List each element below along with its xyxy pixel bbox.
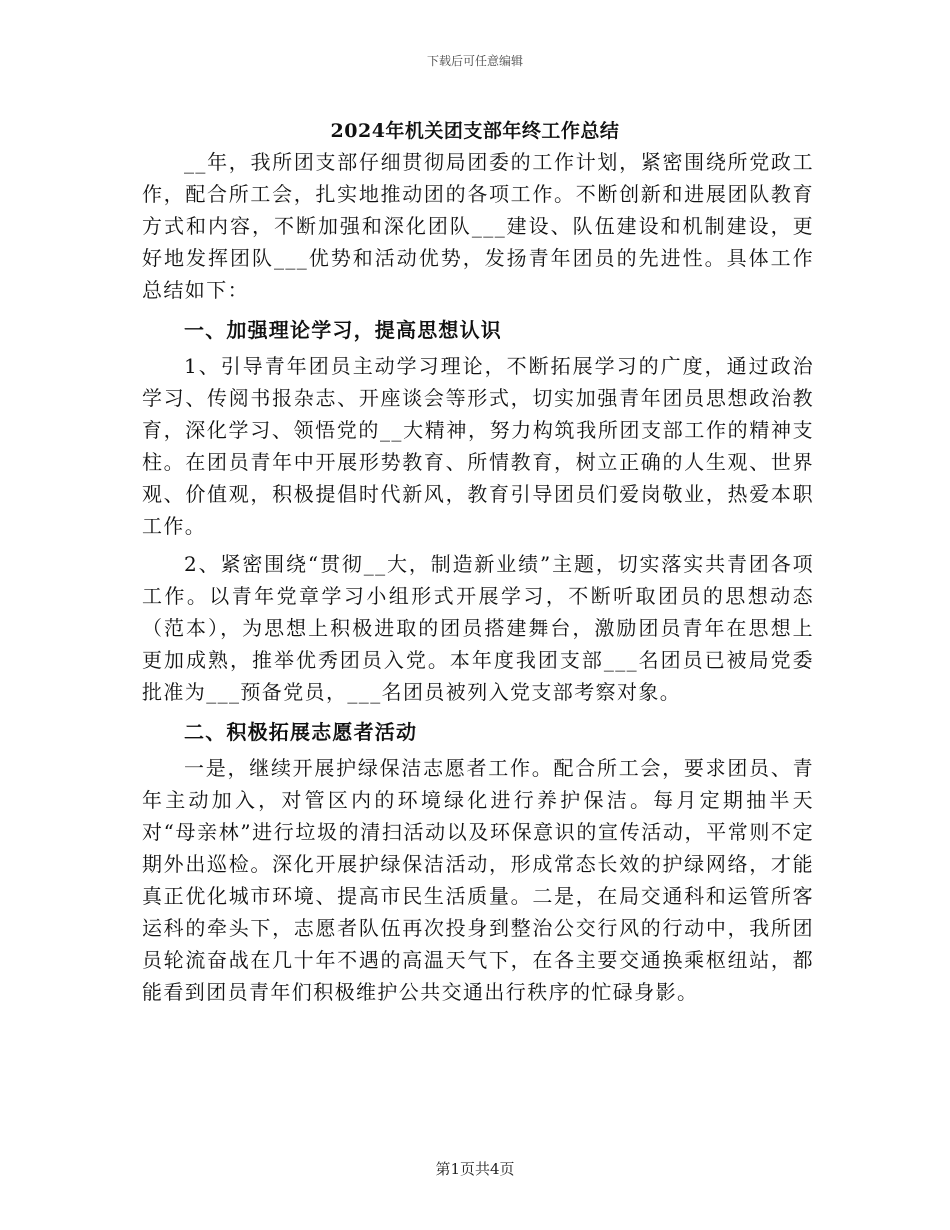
- section-1-heading: 一、加强理论学习，提高思想认识: [184, 318, 502, 342]
- document-body: [142, 146, 814, 1008]
- page-number: 第1页共4页: [435, 1160, 515, 1178]
- intro-paragraph: __年，我所团支部仔细贯彻局团委的工作计划，紧密围绕所党政工作，配合所工会，扎实地推动团的各项工作。不断创新和进展团队教育方式和内容，不断加强和深化团队___建设、队伍建设和机制建设，更好地发挥团队___优势和活动优势，发扬青年团员的先进性。具体工作总结如下：: [142, 150, 814, 302]
- section-2-heading: 二、积极拓展志愿者活动: [184, 720, 418, 744]
- document-title: 2024年机关团支部年终工作总结: [330, 120, 620, 142]
- header-note: 下载后可任意编辑: [426, 54, 523, 68]
- section-1-paragraph-2: 2、紧密围绕“贯彻__大，制造新业绩”主题，切实落实共青团各项工作。以青年党章学习小组形式开展学习，不断听取团员的思想动态（范本），为思想上积极进取的团员搭建舞台，激励团员青年在思想上更加成熟，推举优秀团员入党。本年度我团支部___名团员已被局党委批准为___预备党员，___名团员被列入党支部考察对象。: [142, 552, 814, 704]
- section-2-paragraph-1: 一是，继续开展护绿保洁志愿者工作。配合所工会，要求团员、青年主动加入，对管区内的环境绿化进行养护保洁。每月定期抽半天对“母亲林”进行垃圾的清扫活动以及环保意识的宣传活动，平常则不定期外出巡检。深化开展护绿保洁活动，形成常态长效的护绿网络，才能真正优化城市环境、提高市民生活质量。二是，在局交通科和运管所客运科的牵头下，志愿者队伍再次投身到整治公交行风的行动中，我所团员轮流奋战在几十年不遇的高温天气下，在各主要交通换乘枢纽站，都能看到团员青年们积极维护公共交通出行秩序的忙碌身影。: [142, 756, 814, 1004]
- section-1-paragraph-1: 1、引导青年团员主动学习理论，不断拓展学习的广度，通过政治学习、传阅书报杂志、开座谈会等形式，切实加强青年团员思想政治教育，深化学习、领悟党的__大精神，努力构筑我所团支部工作的精神支柱。在团员青年中开展形势教育、所情教育，树立正确的人生观、世界观、价值观，积极提倡时代新风，教育引导团员们爱岗敬业，热爱本职工作。: [142, 354, 814, 538]
